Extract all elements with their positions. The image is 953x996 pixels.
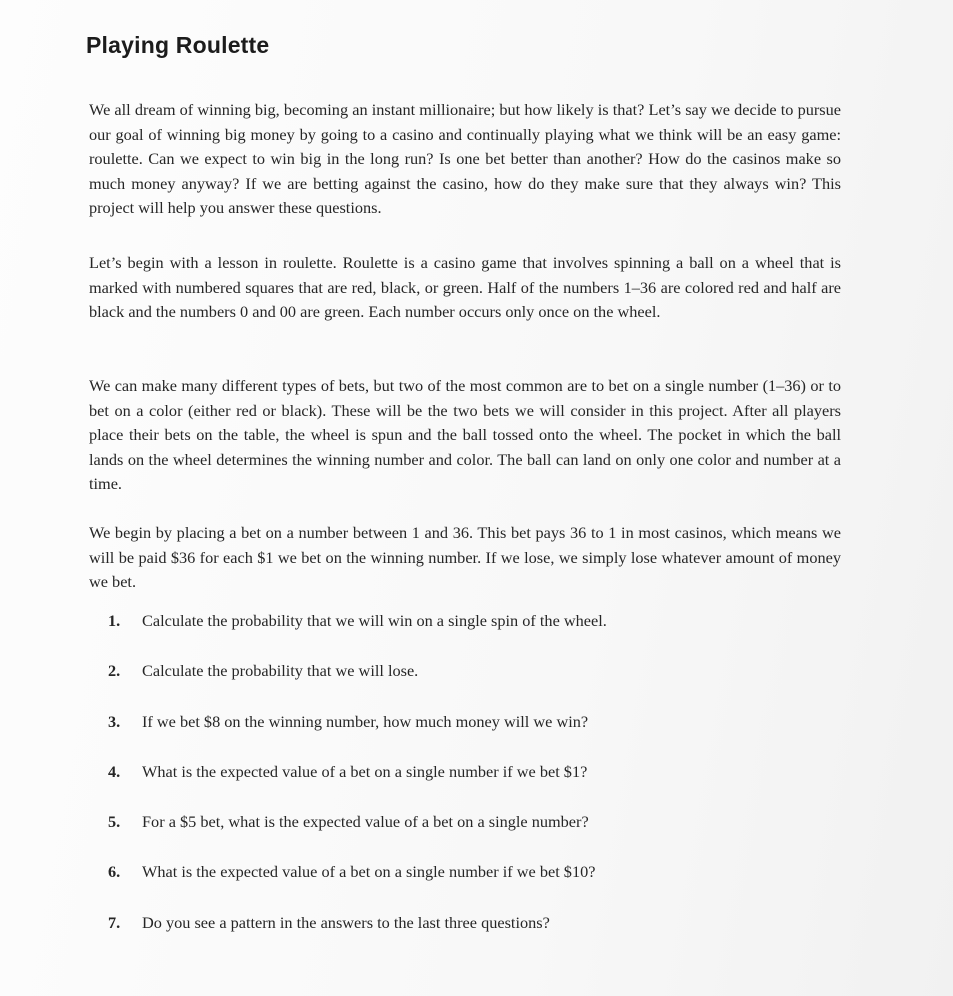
question-item: [108, 711, 607, 761]
question-item: [108, 861, 607, 911]
question-text: Calculate the probability that we will win on a single spin of the wheel.: [142, 611, 607, 630]
question-text: Do you see a pattern in the answers to the last three questions?: [142, 912, 550, 932]
question-number: 2.: [108, 661, 121, 681]
single-number-bet-paragraph: We begin by placing a bet on a number between 1 and 36. This bet pays 36 to 1 in most casinos, which means we will be paid $36 for each $1 we bet on the winning number. If we lose, we simply lose whatever amount of money we bet.: [89, 523, 841, 592]
question-item: [108, 660, 607, 710]
question-text: Calculate the probability that we will lose.: [142, 661, 419, 681]
question-number: 1.: [108, 611, 121, 630]
question-number: 5.: [108, 812, 121, 832]
intro-paragraph: We all dream of winning big, becoming an instant millionaire; but how likely is that? Let’s say we decide to pursue our goal of winning big money by going to a casino and continually playing what we think will be an easy game: roulette. Can we expect to win big in the long run? Is one bet better than another? How do the casinos make so much money anyway? If we are betting against the casino, how do they make sure that they always win? This project will help you answer these questions.: [89, 100, 841, 218]
bet-types-paragraph: We can make many different types of bets, but two of the most common are to bet on a single number (1–36) or to bet on a color (either red or black). These will be the two bets we will consider in this project. After all players place their bets on the table, the wheel is spun and the ball tossed onto the wheel. The pocket in which the ball lands on the wheel determines the winning number and color. The ball can land on only one color and number at a time.: [89, 376, 841, 494]
question-item: [108, 761, 607, 811]
roulette-lesson-paragraph: Let’s begin with a lesson in roulette. Roulette is a casino game that involves spinning a ball on a wheel that is marked with numbered squares that are red, black, or green. Half of the numbers 1–36 are colored red and half are black and the numbers 0 and 00 are green. Each number occurs only once on the wheel.: [89, 253, 841, 322]
question-item: [108, 912, 607, 962]
question-text: If we bet $8 on the winning number, how much money will we win?: [142, 711, 589, 731]
question-item: [108, 811, 607, 861]
question-number: 6.: [108, 862, 121, 882]
page-title: Playing Roulette: [86, 32, 270, 58]
question-list: [108, 610, 607, 962]
question-number: 3.: [108, 711, 121, 731]
question-text: What is the expected value of a bet on a single number if we bet $10?: [142, 862, 596, 882]
question-number: 7.: [108, 912, 121, 932]
question-text: For a $5 bet, what is the expected value of a bet on a single number?: [142, 812, 589, 832]
question-number: 4.: [108, 761, 121, 781]
question-item: [108, 610, 607, 660]
question-text: What is the expected value of a bet on a single number if we bet $1?: [142, 761, 588, 781]
